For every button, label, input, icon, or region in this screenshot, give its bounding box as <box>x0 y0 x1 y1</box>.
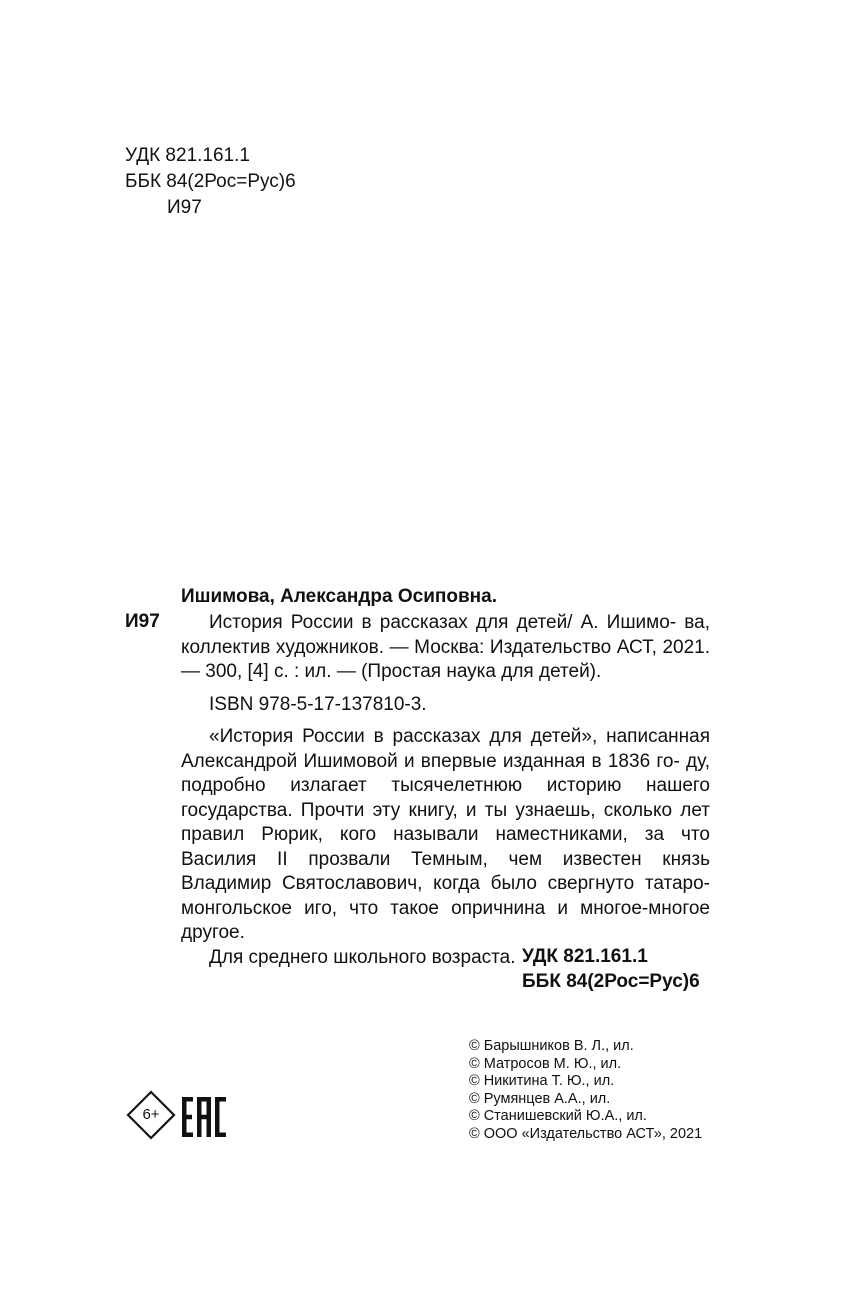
description-line: 2021. — 300, [4] с. : ил. — (Простая наука для детей). <box>181 636 711 682</box>
bbk-code-bold: ББК 84(2Рос=Рус)6 <box>522 971 700 992</box>
copyright-line: © Станишевский Ю.А., ил. <box>469 1108 647 1125</box>
udk-code: УДК 821.161.1 <box>125 145 250 166</box>
copyright-line: © Барышников В. Л., ил. <box>469 1038 634 1054</box>
annotation <box>181 725 710 946</box>
annotation-line: лет правил Рюрик, кого называли наместниками, за <box>181 799 710 845</box>
classification-codes-bottom <box>522 944 700 994</box>
cutter-mark: И97 <box>125 611 160 632</box>
copyright-line: © ООО «Издательство АСТ», 2021 <box>469 1125 703 1142</box>
isbn-line: ISBN 978-5-17-137810-3. <box>209 693 427 715</box>
annotation-line: Александрой Ишимовой и впервые изданная в 1836 го- <box>181 750 680 772</box>
description-line: История России в рассказах для детей/ А. Ишимо- <box>209 612 677 633</box>
copyright-line: © Матросов М. Ю., ил. <box>469 1055 622 1072</box>
description-line: ва, коллектив художников. — Москва: Издательство АСТ, <box>181 612 710 658</box>
bibliographic-record <box>181 611 710 970</box>
audience-note: Для среднего школьного возраста. <box>209 946 516 968</box>
annotation-line: Владимир Святославович, когда было свергнуто татаро- <box>181 873 710 894</box>
annotation-line: другое. <box>181 922 245 943</box>
udk-code-bold: УДК 821.161.1 <box>522 946 648 967</box>
age-rating-diamond-icon <box>126 1090 176 1140</box>
cutter-code: И97 <box>167 197 202 218</box>
bibliographic-description <box>181 611 710 685</box>
annotation-line: «История России в рассказах для детей», написанная <box>209 726 710 747</box>
copyright-line: © Никитина Т. Ю., ил. <box>469 1073 615 1090</box>
annotation-line: что Василия II прозвали Темным, чем известен князь <box>181 824 710 870</box>
copyright-line: © Румянцев А.А., ил. <box>469 1090 611 1107</box>
copyright-list <box>469 1038 702 1144</box>
author-heading: Ишимова, Александра Осиповна. <box>181 586 497 607</box>
annotation-line: ду, подробно излагает тысячелетнюю историю нашего <box>181 750 711 796</box>
annotation-line: монгольское иго, что такое опричнина и многое-многое <box>181 897 710 919</box>
bbk-code: ББК 84(2Рос=Рус)6 <box>125 171 296 192</box>
age-rating-label: 6+ <box>142 1106 160 1123</box>
classification-codes-top <box>125 143 296 221</box>
annotation-line: государства. Прочти эту книгу, и ты узнаешь, сколько <box>181 799 673 821</box>
eac-conformity-mark-icon <box>182 1097 226 1142</box>
